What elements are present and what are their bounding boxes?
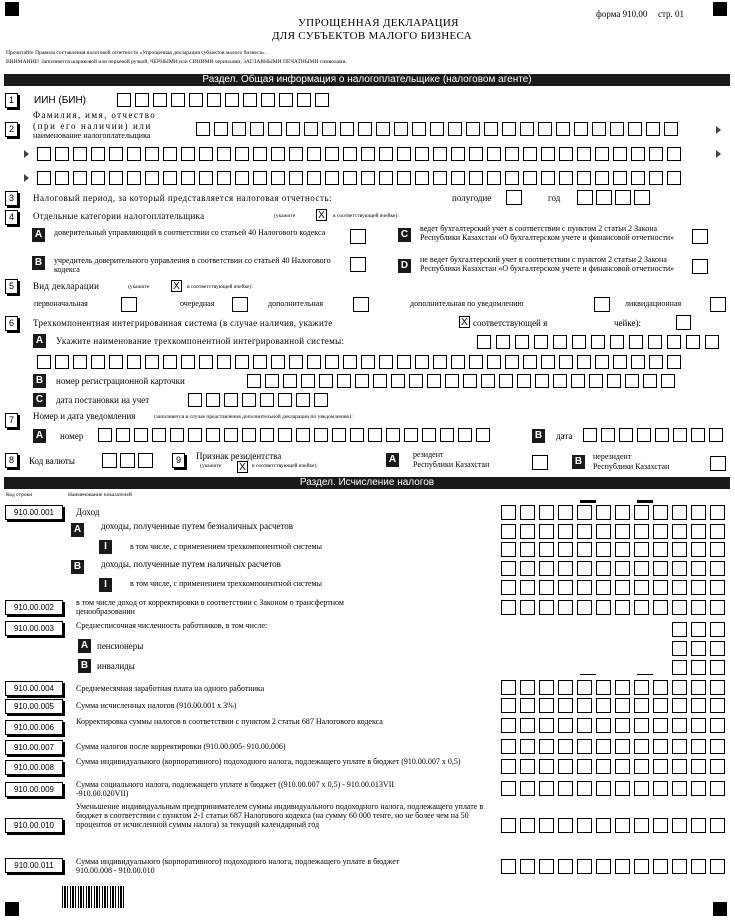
resident-label: Республики Казахстан	[413, 460, 490, 469]
registration-mark	[5, 2, 19, 16]
notice-number-input[interactable]	[98, 428, 494, 442]
line-sub-label: доходы, полученные путем безналичных расчетов	[101, 521, 294, 531]
line-005-input[interactable]	[501, 698, 729, 713]
line-001ai-input[interactable]	[501, 542, 729, 557]
residency-label: Признак резидентства	[196, 451, 282, 461]
line-sub-label: пенсионеры	[97, 641, 144, 651]
registration-date-input[interactable]	[188, 393, 332, 407]
nonresident-checkbox[interactable]	[710, 456, 726, 471]
category-d-checkbox[interactable]	[692, 259, 708, 274]
type-liquidation-label: ликвидационная	[625, 299, 682, 308]
category-b-label: учредитель доверительного управления в соответствии со статьей 40 Налогового кодекса	[54, 256, 331, 274]
option-letter: B	[532, 429, 545, 443]
line-001a-input[interactable]	[501, 524, 729, 539]
year-label: год	[548, 193, 561, 203]
option-letter: A	[32, 228, 45, 242]
field-number: 4	[5, 210, 18, 225]
column-header-code: Код строки	[6, 492, 33, 498]
page-number: стр. 01	[658, 9, 685, 19]
field-number: 5	[5, 279, 18, 294]
continue-arrow-icon	[716, 150, 721, 158]
line-003-input[interactable]	[672, 622, 729, 637]
line-003b-input[interactable]	[672, 660, 729, 675]
separator-mark	[580, 500, 596, 503]
option-letter: I	[99, 540, 112, 554]
line-003a-input[interactable]	[672, 641, 729, 656]
page-subtitle: ДЛЯ СУБЪЕКТОВ МАЛОГО БИЗНЕСА	[272, 30, 472, 42]
line-009-input[interactable]	[501, 781, 729, 796]
line-code: 910.00.010	[5, 818, 63, 833]
line-001-input[interactable]	[501, 505, 729, 520]
x-mark: X	[171, 280, 182, 292]
category-c-label: ведет бухгалтерский учет в соответствии с пунктом 2 статьи 2 Закона Республики Казахстан «О бухгалтерском учете и финансовой отчетности»	[420, 224, 675, 242]
hint: (заполняется в случае представления дополнительной декларации по уведомлению):	[154, 414, 353, 420]
registration-mark	[5, 902, 19, 916]
field-number: 3	[5, 191, 18, 206]
system-name-input-line1[interactable]	[477, 335, 723, 349]
separator-mark	[637, 674, 653, 675]
notice-date-input[interactable]	[583, 428, 727, 442]
line-011-input[interactable]	[501, 859, 729, 874]
line-004-input[interactable]	[501, 680, 729, 695]
resident-label: резидент	[413, 450, 444, 459]
option-letter: B	[78, 659, 91, 673]
type-additional-label: дополнительная	[268, 299, 323, 308]
option-letter: A	[33, 334, 46, 348]
registration-mark	[713, 2, 727, 16]
line-code: 910.00.001	[5, 505, 63, 520]
name-input-line3[interactable]	[37, 171, 685, 185]
three-component-checkbox[interactable]	[676, 315, 691, 330]
name-label: наименование налогоплательщика	[33, 131, 151, 140]
half-year-label: полугодие	[452, 193, 492, 203]
line-sub-label: в том числе, с применением трехкомпонентной системы	[130, 542, 322, 551]
registration-card-label: номер регистрационной карточки	[56, 376, 185, 386]
page-title: УПРОЩЕННАЯ ДЕКЛАРАЦИЯ	[298, 17, 459, 29]
line-label: в том числе доход от корректировки в соответствии с Законом о трансфертном ценообразовании	[76, 598, 344, 616]
system-name-input-line2[interactable]	[37, 355, 685, 369]
continue-arrow-icon	[24, 174, 29, 182]
name-label: (при его наличии) или	[33, 121, 152, 131]
field-number: 1	[5, 93, 18, 108]
name-label: Фамилия, имя, отчество	[33, 110, 157, 120]
hint: в соответствующей ячейке):	[187, 284, 253, 290]
line-label: Уменьшение индивидуальным предпринимателем суммы индивидуального подоходного налога, подлежащего уплате в бюджет в соответствии с пунктом 2-1 статьи 687 Налогового кодекса (на сумму 60 000 тенге, но не более чем на 50 процентов от исчисленной суммы налога) за текущий календарный год	[76, 802, 484, 829]
line-code: 910.00.008	[5, 760, 63, 775]
line-code: 910.00.009	[5, 782, 63, 797]
hint: в соответствующей ячейке):	[333, 213, 399, 219]
currency-code-label: Код валюты	[29, 456, 75, 466]
hint: (укажите	[200, 463, 222, 469]
type-notice-checkbox[interactable]	[594, 297, 610, 312]
line-001b-input[interactable]	[501, 561, 729, 576]
category-d-label: не ведет бухгалтерский учет в соответствии с пунктом 2 статьи 2 Закона Республики Казахстан «О бухгалтерском учете и финансовой отчетности»	[420, 255, 675, 273]
half-year-input[interactable]	[506, 190, 522, 205]
name-input-line1[interactable]	[196, 122, 682, 136]
notice-date-label: дата	[556, 431, 573, 441]
type-regular-label: очередная	[180, 299, 215, 308]
taxpayer-category-label: Отдельные категории налогоплательщика	[33, 211, 205, 221]
line-label: Среднесписочная численность работников, в том числе:	[76, 621, 268, 630]
iin-label: ИИН (БИН)	[34, 95, 87, 106]
x-mark: X	[459, 316, 470, 328]
line-code: 910.00.002	[5, 600, 63, 615]
line-sub-label: инвалиды	[97, 661, 135, 671]
x-mark: X	[237, 461, 248, 473]
barcode	[62, 886, 124, 908]
currency-code-input[interactable]	[102, 453, 156, 468]
line-code: 910.00.003	[5, 621, 63, 636]
iin-input[interactable]	[117, 93, 333, 107]
type-initial-label: первоначальная	[34, 299, 88, 308]
resident-checkbox[interactable]	[532, 455, 548, 470]
type-initial-checkbox[interactable]	[121, 297, 137, 312]
hint: (укажите	[274, 213, 296, 219]
line-code: 910.00.011	[5, 858, 63, 873]
separator-mark	[637, 500, 653, 503]
hint: (укажите	[128, 284, 150, 290]
notice-label: Номер и дата уведомления	[33, 411, 136, 421]
line-sub-label: доходы, полученные путем наличных расчетов	[101, 559, 281, 569]
line-label: Сумма индивидуального (корпоративного) подоходного налога, подлежащего уплате в бюджет (910.00.007 х 0,5)	[76, 757, 461, 766]
option-letter: A	[386, 453, 399, 467]
field-number: 8	[5, 453, 18, 468]
type-notice-label: дополнительная по уведомлению	[410, 299, 524, 308]
three-component-label: Трехкомпонентная интегрированная система (в случае наличия, укажите	[33, 318, 333, 328]
line-code: 910.00.006	[5, 720, 63, 735]
line-007-input[interactable]	[501, 739, 729, 754]
field-number: 6	[5, 316, 18, 331]
option-letter: B	[33, 374, 46, 388]
option-letter: A	[78, 639, 91, 653]
option-letter: B	[32, 256, 45, 270]
line-002-input[interactable]	[501, 600, 729, 615]
field-number: 2	[5, 122, 18, 137]
type-additional-checkbox[interactable]	[353, 297, 369, 312]
field-number: 7	[5, 413, 18, 428]
instructions-note: Прочитайте Правила составления налоговой отчетности «Упрощенная декларация субъектов малого бизнеса» .	[6, 50, 268, 56]
year-input[interactable]	[577, 190, 653, 205]
option-letter: C	[398, 228, 411, 242]
name-input-line2[interactable]	[37, 147, 685, 161]
nonresident-label: нерезидент	[593, 452, 632, 461]
hint: в соответствующей ячейке):	[252, 463, 318, 469]
column-header-name: Наименование показателей	[68, 492, 132, 498]
field-number: 9	[172, 453, 185, 468]
line-008-input[interactable]	[501, 759, 729, 774]
line-code: 910.00.004	[5, 681, 63, 696]
registration-mark	[713, 902, 727, 916]
three-component-label: чейке):	[614, 318, 641, 328]
option-letter: A	[33, 429, 46, 443]
type-regular-checkbox[interactable]	[232, 297, 248, 312]
declaration-type-label: Вид декларации	[33, 281, 100, 291]
option-letter: C	[33, 393, 46, 407]
category-c-checkbox[interactable]	[692, 229, 708, 244]
instructions-warning: ВНИМАНИЕ! Заполняется шариковой или перьевой ручкой, ЧЕРНЫМИ или СИНИМИ чернилами, ЗАГЛАВНЫМИ ПЕЧАТНЫМИ символами.	[6, 59, 347, 65]
line-label: Сумма индивидуального (корпоративного) подоходного налога, подлежащего уплате в бюджет 910.00.008 - 910.00.010	[76, 857, 400, 875]
option-letter: B	[71, 560, 84, 574]
line-label: Сумма налогов после корректировки (910.00.005- 910.00.006)	[76, 742, 286, 751]
continue-arrow-icon	[24, 150, 29, 158]
form-number: форма 910.00	[596, 9, 648, 19]
x-mark: X	[316, 209, 327, 221]
tax-period-label: Налоговый период, за который представляется налоговая отчетность:	[33, 193, 333, 203]
line-006-input[interactable]	[501, 718, 729, 733]
option-letter: D	[398, 259, 411, 273]
line-code: 910.00.005	[5, 699, 63, 714]
line-label: Сумма социального налога, подлежащего уплате в бюджет ((910.00.007 х 0,5) - 910.00.013VII -910.00.020VII)	[76, 780, 395, 798]
option-letter: B	[572, 455, 585, 469]
separator-mark	[580, 674, 596, 675]
section-general-info-header: Раздел. Общая информация о налогоплательщике (налоговом агенте)	[4, 74, 730, 86]
line-001bi-input[interactable]	[501, 580, 729, 595]
line-sub-label: в том числе, с применением трехкомпонентной системы	[130, 579, 322, 588]
line-code: 910.00.007	[5, 740, 63, 755]
line-label: Сумма исчисленных налогов (910.00.001 х 3%)	[76, 701, 237, 710]
nonresident-label: Республики Казахстан	[593, 462, 670, 471]
registration-card-input[interactable]	[247, 374, 679, 388]
section-tax-calc-header: Раздел. Исчисление налогов	[4, 477, 730, 489]
option-letter: A	[71, 523, 84, 537]
category-a-checkbox[interactable]	[350, 229, 366, 244]
three-component-label: соответствующей я	[473, 318, 548, 328]
line-label: Корректировка суммы налогов в соответствии с пунктом 2 статьи 687 Налогового кодекса	[76, 717, 383, 726]
type-liquidation-checkbox[interactable]	[710, 297, 726, 312]
line-label: Среднемесячная заработная плата на одного работника	[76, 684, 265, 693]
line-label: Доход	[76, 507, 100, 517]
registration-date-label: дата постановки на учет	[56, 395, 150, 405]
system-name-label: Укажите наименование трехкомпонентной интегрированной системы:	[56, 336, 345, 346]
line-010-input[interactable]	[501, 818, 729, 833]
category-a-label: доверительный управляющий в соответствии со статьей 40 Налогового кодекса	[54, 228, 326, 237]
notice-number-label: номер	[60, 431, 84, 441]
option-letter: I	[99, 578, 112, 592]
continue-arrow-icon	[716, 126, 721, 134]
category-b-checkbox[interactable]	[350, 257, 366, 272]
